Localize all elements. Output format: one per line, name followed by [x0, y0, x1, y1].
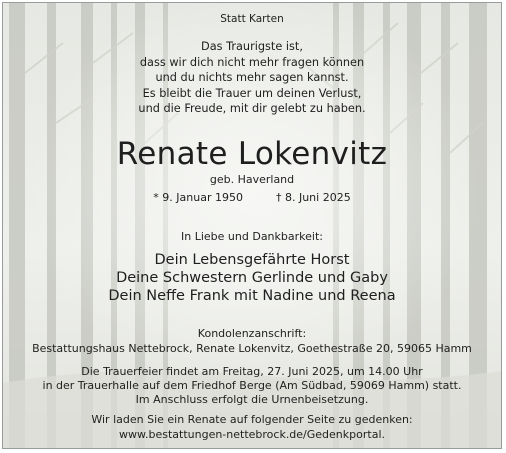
obituary-text [3, 3, 501, 448]
funeral-line-3: Im Anschluss erfolgt die Urnenbeisetzung. [135, 393, 369, 406]
birth-name: geb. Haverland [209, 173, 295, 186]
verse-line-5: und die Freude, mit dir gelebt zu haben. [138, 102, 366, 115]
verse-line-2: dass wir dich nicht mehr fragen können [139, 55, 365, 69]
birth-date: * 9. Januar 1950 [153, 191, 243, 204]
memorial-link: www.bestattungen-nettebrock.de/Gedenkportal. [119, 428, 385, 441]
verse-line-3: und du nichts mehr sagen kannst. [155, 71, 349, 84]
header-statt-karten: Statt Karten [220, 13, 284, 25]
verse-line-1: Das Traurigste ist, [201, 40, 303, 53]
memorial-line-1: Wir laden Sie ein Renate auf folgender Seite zu gedenken: [91, 413, 413, 426]
funeral-line-2: in der Trauerhalle auf dem Friedhof Berge (Am Südbad, 59069 Hamm) statt. [42, 379, 462, 392]
condolence-title: Kondolenzanschrift: [197, 327, 307, 340]
obituary-card [2, 2, 502, 449]
death-date: † 8. Juni 2025 [275, 191, 351, 204]
verse-line-4: Es bleibt die Trauer um deinen Verlust, [142, 86, 362, 100]
mourner-2: Deine Schwestern Gerlinde und Gaby [116, 270, 388, 286]
life-dates [3, 191, 501, 205]
condolence-address: Bestattungshaus Nettebrock, Renate Lokenvitz, Goethestraße 20, 59065 Hamm [32, 342, 472, 355]
mourner-3: Dein Neffe Frank mit Nadine und Reena [108, 288, 396, 304]
deceased-name: Renate Lokenvitz [116, 136, 388, 172]
funeral-line-1: Die Trauerfeier findet am Freitag, 27. Juni 2025, um 14.00 Uhr [81, 365, 423, 378]
mourning-intro: In Liebe und Dankbarkeit: [181, 230, 323, 243]
mourner-1: Dein Lebensgefährte Horst [154, 252, 350, 268]
